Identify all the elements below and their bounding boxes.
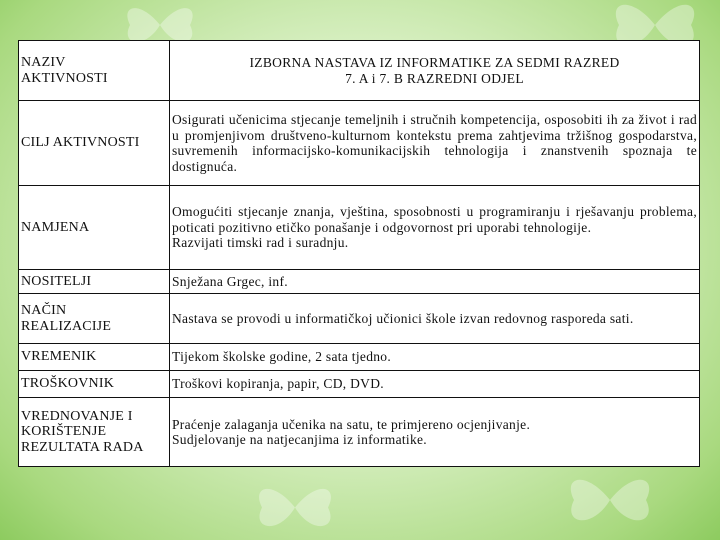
nacin-label-line: NAČIN [21,303,67,318]
table-row [19,294,700,344]
header-title-cell [170,41,700,101]
page-subtitle: 7. A i 7. B RAZREDNI ODJEL [345,70,524,86]
row-label-vremenik: VREMENIK [19,344,170,371]
vrednovanje-label-line: VREDNOVANJE I [21,408,133,424]
header-label-cell [19,41,170,101]
header-label-line: NAZIV [21,55,66,70]
row-value-troskovnik: Troškovi kopiranja, papir, CD, DVD. [170,371,700,398]
vrednovanje-label-line: KORIŠTENJE [21,424,107,440]
header-label-line: AKTIVNOSTI [21,70,108,86]
row-value-vremenik: Tijekom školske godine, 2 sata tjedno. [170,344,700,371]
namjena-text: Omogućiti stjecanje znanja, vještina, sposobnosti u programiranju i rješavanju problema, poticati pozitivno etičko ponašanje i odgovornost pri uporabi tehnologije. [172,204,697,235]
row-value-nositelji: Snježana Grgec, inf. [170,270,700,294]
row-value-vrednovanje [170,398,700,467]
vrednovanje-label-line: REZULTATA RADA [21,439,144,455]
butterfly-decoration-icon [250,480,340,535]
row-label-cilj: CILJ AKTIVNOSTI [19,101,170,186]
nacin-label-line: REALIZACIJE [21,318,112,334]
table-row [19,371,700,398]
table-row [19,344,700,371]
table-header-row [19,41,700,101]
table-row [19,186,700,270]
row-label-nacin [19,294,170,344]
table-row [19,270,700,294]
page-title: IZBORNA NASTAVA IZ INFORMATIKE ZA SEDMI RAZRED [249,55,620,70]
row-label-troskovnik: TROŠKOVNIK [19,371,170,398]
row-value-nacin: Nastava se provodi u informatičkoj učionici škole izvan redovnog rasporeda sati. [170,294,700,344]
row-value-cilj: Osigurati učenicima stjecanje temeljnih i stručnih kompetencija, osposobiti ih za život i rad u promjenjivom društveno-kulturnom kontekstu prema zahtjevima tržišnog gospodarstva, suvremenih informacijsko-komunikacijskih tehnologija i znanstvenih spoznaja te dostignuća. [170,101,700,186]
row-value-namjena [170,186,700,270]
namjena-text-2: Razvijati timski rad i suradnju. [172,235,349,251]
butterfly-decoration-icon [560,470,660,530]
row-label-vrednovanje [19,398,170,467]
table-row [19,101,700,186]
activity-table [18,40,700,467]
table-row [19,398,700,467]
row-label-namjena: NAMJENA [19,186,170,270]
vrednovanje-text: Praćenje zalaganja učenika na satu, te primjereno ocjenjivanje. [172,416,531,432]
row-label-nositelji: NOSITELJI [19,270,170,294]
vrednovanje-text: Sudjelovanje na natjecanjima iz informatike. [172,432,427,447]
